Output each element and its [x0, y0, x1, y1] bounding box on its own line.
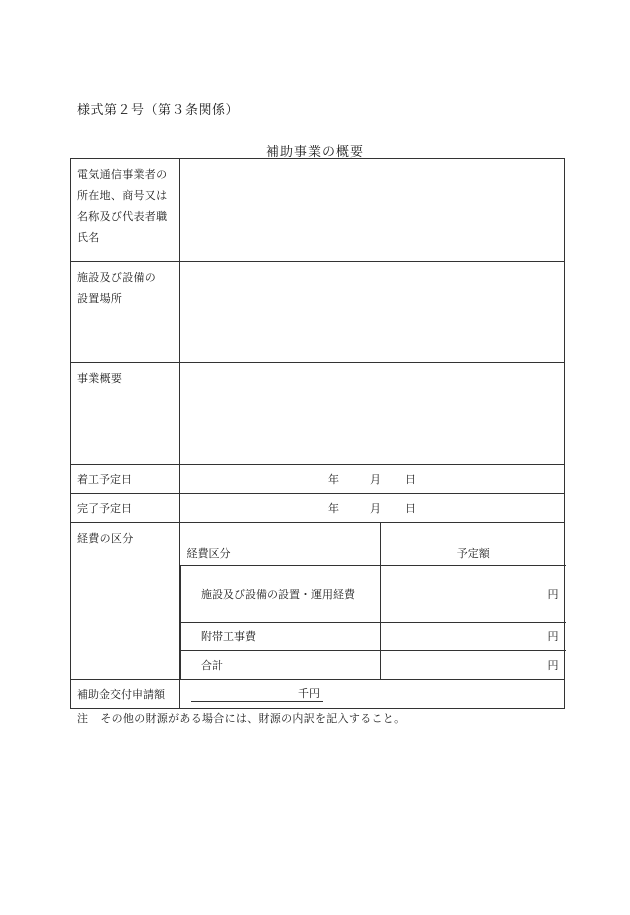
- start-date-row: [71, 465, 565, 494]
- expense-total-name: 合計: [181, 650, 381, 679]
- expenses-header-row: [181, 523, 566, 565]
- project-overview-label: [71, 363, 180, 465]
- operator-label-line: 電気通信事業者の: [77, 168, 168, 181]
- facility-location-label-line: 施設及び設備の: [77, 271, 157, 284]
- subsidy-request-row: [71, 680, 565, 709]
- start-date-year-label: 年: [328, 473, 339, 486]
- project-overview-label-text: 事業概要: [77, 372, 123, 385]
- start-date-label: 着工予定日: [71, 465, 180, 494]
- start-date-day-label: 日: [405, 473, 416, 486]
- facility-location-row: [71, 262, 565, 363]
- expense-item-name: 附帯工事費: [181, 622, 381, 650]
- operator-row: [71, 159, 565, 262]
- operator-label-line: 名称及び代表者職: [77, 210, 168, 223]
- footnote-mark: 注: [77, 712, 89, 725]
- completion-date-month-label: 月: [370, 502, 381, 515]
- footnote: [77, 710, 405, 726]
- form-number: 様式第２号（第３条関係）: [77, 103, 240, 118]
- expenses-label-text: 経費の区分: [77, 532, 134, 545]
- footnote-text: その他の財源がある場合には、財源の内訳を記入すること。: [100, 712, 406, 725]
- operator-input[interactable]: [180, 159, 565, 262]
- facility-location-label-line: 設置場所: [77, 292, 123, 305]
- subsidy-request-input[interactable]: [180, 680, 565, 709]
- operator-label-line: 氏名: [77, 231, 100, 244]
- expense-item-row: [181, 622, 566, 650]
- expense-total-row: [181, 650, 566, 679]
- facility-location-label: [71, 262, 180, 363]
- operator-label-line: 所在地、商号又は: [77, 189, 168, 202]
- subsidy-amount-unit: 千円: [298, 687, 320, 700]
- document-title: 補助事業の概要: [265, 145, 364, 160]
- expense-item-amount[interactable]: 円: [381, 622, 566, 650]
- expenses-amount-header: 予定額: [381, 523, 566, 565]
- project-overview-row: [71, 363, 565, 465]
- expenses-breakdown: [180, 523, 565, 680]
- completion-date-row: [71, 494, 565, 523]
- expense-item-amount[interactable]: 円: [381, 565, 566, 622]
- expense-item-row: [181, 565, 566, 622]
- expense-item-name: 施設及び設備の設置・運用経費: [181, 565, 381, 622]
- expenses-row: [71, 523, 565, 680]
- facility-location-input[interactable]: [180, 262, 565, 363]
- completion-date-input[interactable]: [180, 494, 565, 523]
- start-date-input[interactable]: [180, 465, 565, 494]
- expense-total-amount[interactable]: 円: [381, 650, 566, 679]
- expenses-category-header: 経費区分: [186, 546, 231, 560]
- completion-date-day-label: 日: [405, 502, 416, 515]
- expenses-subtable: [180, 523, 566, 679]
- project-overview-input[interactable]: [180, 363, 565, 465]
- subsidy-overview-table: [70, 158, 565, 709]
- operator-label: [71, 159, 180, 262]
- completion-date-label: 完了予定日: [71, 494, 180, 523]
- expenses-label: [71, 523, 180, 680]
- subsidy-request-label: 補助金交付申請額: [71, 680, 180, 709]
- completion-date-year-label: 年: [328, 502, 339, 515]
- start-date-month-label: 月: [370, 473, 381, 486]
